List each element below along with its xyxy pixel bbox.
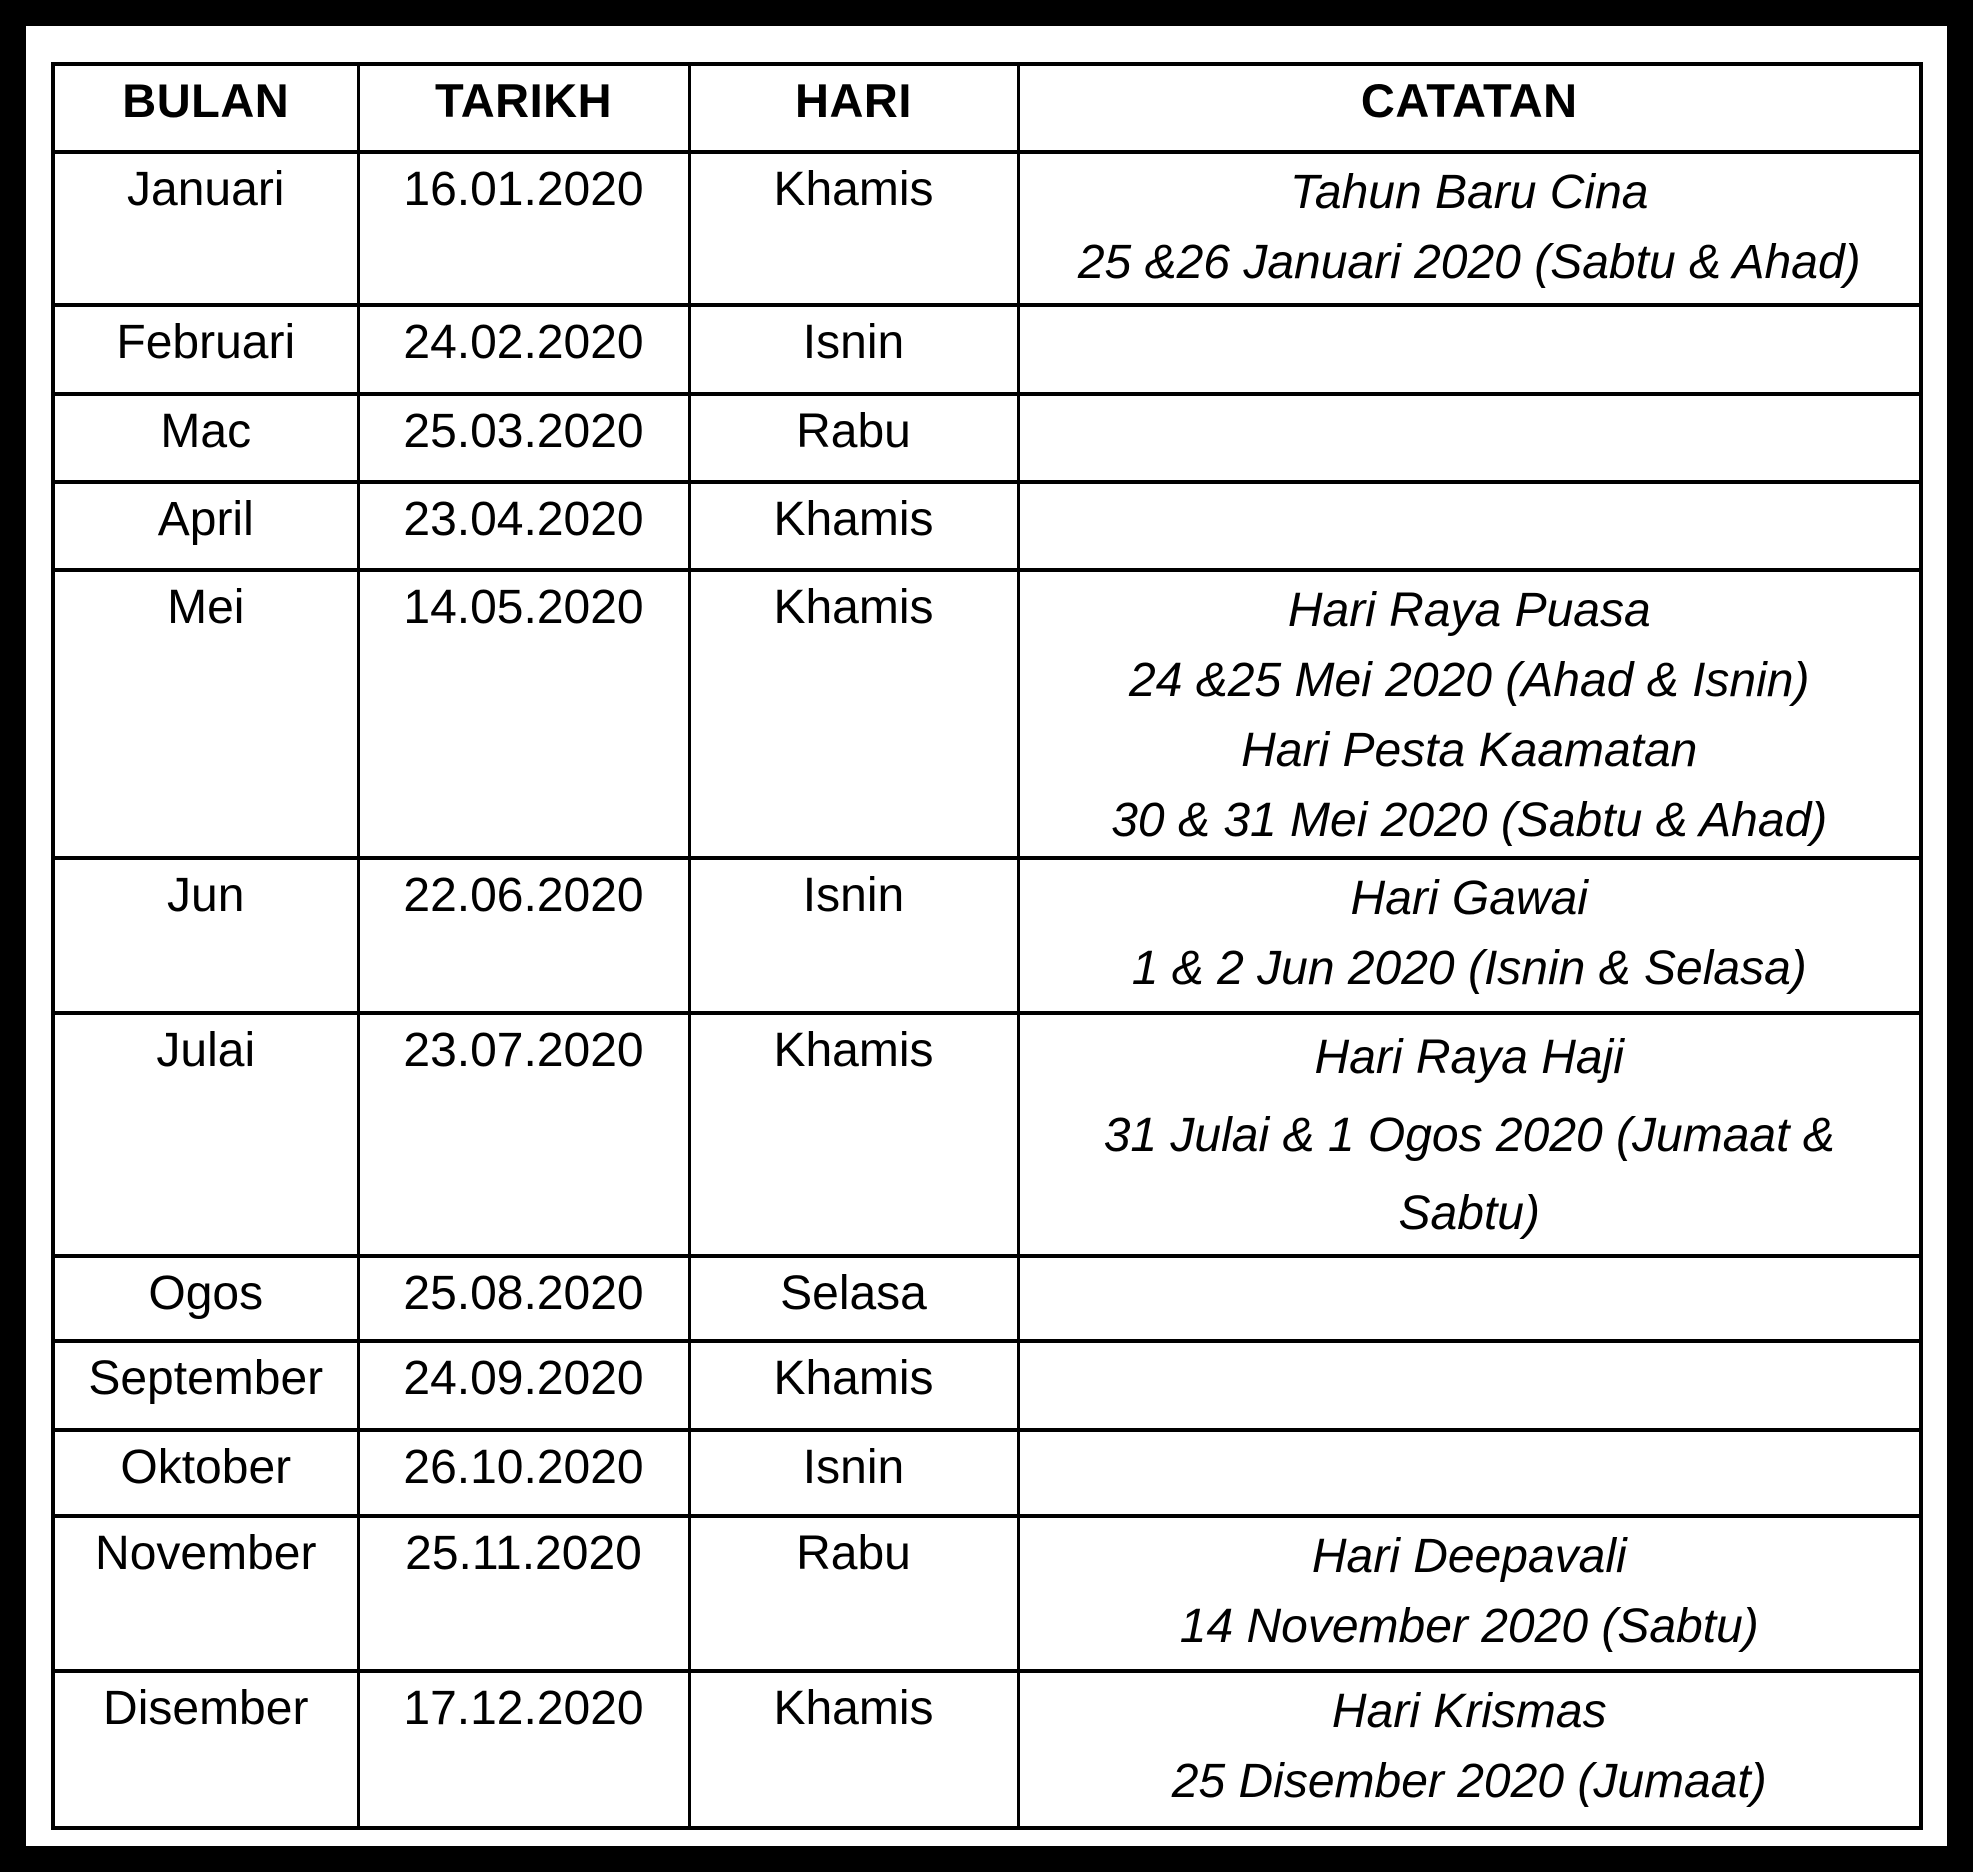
month-cell [53,1013,358,1256]
month-cell-text: November [95,1527,317,1580]
table-body [53,152,1921,1828]
date-cell-text: 23.04.2020 [403,493,644,546]
note-line: 14 November 2020 (Sabtu) [1179,1600,1759,1653]
table-row [53,570,1921,858]
day-cell [689,394,1018,482]
date-cell [358,570,689,858]
note-line: Sabtu) [1398,1187,1540,1240]
note-line: 1 & 2 Jun 2020 (Isnin & Selasa) [1131,942,1807,995]
date-cell [358,1256,689,1341]
day-cell [689,570,1018,858]
note-line: Hari Raya Haji [1314,1031,1624,1084]
day-cell [689,1256,1018,1341]
document-page [26,26,1947,1846]
day-cell [689,1516,1018,1671]
month-cell-text: Mei [167,581,245,634]
day-cell-text: Isnin [802,869,905,922]
day-cell [689,482,1018,570]
note-line: Hari Krismas [1331,1685,1607,1738]
date-cell-text: 25.11.2020 [405,1527,642,1580]
month-cell-text: Disember [103,1682,309,1735]
month-cell-text: Februari [116,316,296,369]
date-cell [358,1671,689,1828]
note-line: 24 &25 Mei 2020 (Ahad & Isnin) [1129,654,1810,707]
table-row [53,305,1921,394]
day-cell [689,858,1018,1013]
day-cell-text: Khamis [773,1682,934,1735]
day-cell-text: Isnin [802,316,905,369]
header-row [53,64,1921,152]
note-line: Hari Raya Puasa [1287,584,1651,637]
day-cell-text: Khamis [773,581,934,634]
note-line: Hari Gawai [1350,872,1588,925]
table-row [53,858,1921,1013]
note-line: Hari Pesta Kaamatan [1241,724,1698,777]
note-line: 25 Disember 2020 (Jumaat) [1171,1755,1767,1808]
table-row [53,1516,1921,1671]
table-row [53,1256,1921,1341]
date-cell-text: 26.10.2020 [403,1441,644,1494]
month-cell [53,1341,358,1430]
date-cell [358,1013,689,1256]
date-cell-text: 24.09.2020 [403,1352,644,1405]
header-catatan: CATATAN [1018,64,1921,152]
month-cell-text: Ogos [148,1267,264,1320]
date-cell-text: 16.01.2020 [403,163,644,216]
day-cell-text: Khamis [773,493,934,546]
day-cell [689,1013,1018,1256]
month-cell-text: Januari [127,163,285,216]
note-cell [1018,570,1921,858]
date-cell [358,858,689,1013]
month-cell [53,1256,358,1341]
date-cell [358,152,689,305]
day-cell-text: Rabu [796,405,911,458]
note-cell [1018,152,1921,305]
note-cell [1018,858,1921,1013]
table-row [53,1013,1921,1256]
holiday-table [51,62,1923,1830]
header-hari: HARI [689,64,1018,152]
note-cell [1018,394,1921,482]
date-cell-text: 25.08.2020 [403,1267,644,1320]
date-cell [358,305,689,394]
table-row [53,394,1921,482]
month-cell [53,1516,358,1671]
month-cell [53,152,358,305]
note-line: 25 &26 Januari 2020 (Sabtu & Ahad) [1077,236,1861,289]
table-row [53,1430,1921,1516]
date-cell-text: 14.05.2020 [403,581,644,634]
day-cell-text: Khamis [773,1352,934,1405]
table-row [53,152,1921,305]
day-cell [689,305,1018,394]
month-cell [53,570,358,858]
date-cell [358,1516,689,1671]
date-cell-text: 23.07.2020 [403,1024,644,1077]
date-cell-text: 24.02.2020 [403,316,644,369]
note-cell [1018,1341,1921,1430]
day-cell-text: Khamis [773,1024,934,1077]
table-header [53,64,1921,152]
table-row [53,482,1921,570]
month-cell [53,1671,358,1828]
date-cell [358,394,689,482]
note-cell [1018,1256,1921,1341]
day-cell [689,1430,1018,1516]
month-cell-text: Jun [167,869,245,922]
day-cell-text: Isnin [802,1441,905,1494]
table-row [53,1341,1921,1430]
day-cell [689,1341,1018,1430]
month-cell [53,394,358,482]
table-row [53,1671,1921,1828]
month-cell [53,858,358,1013]
note-cell [1018,305,1921,394]
day-cell-text: Khamis [773,163,934,216]
month-cell-text: September [88,1352,324,1405]
note-line: Hari Deepavali [1311,1530,1627,1583]
day-cell [689,1671,1018,1828]
note-line: Tahun Baru Cina [1290,166,1649,219]
month-cell [53,1430,358,1516]
month-cell-text: Mac [160,405,252,458]
month-cell [53,482,358,570]
date-cell [358,482,689,570]
note-line: 31 Julai & 1 Ogos 2020 (Jumaat & [1103,1109,1835,1162]
note-cell [1018,1430,1921,1516]
note-cell [1018,1013,1921,1256]
day-cell [689,152,1018,305]
date-cell-text: 17.12.2020 [403,1682,644,1735]
note-cell [1018,1671,1921,1828]
month-cell-text: April [157,493,254,546]
day-cell-text: Rabu [796,1527,911,1580]
month-cell-text: Oktober [120,1441,292,1494]
month-cell-text: Julai [156,1024,256,1077]
date-cell [358,1430,689,1516]
note-line: 30 & 31 Mei 2020 (Sabtu & Ahad) [1111,794,1828,847]
date-cell-text: 22.06.2020 [403,869,644,922]
day-cell-text: Selasa [780,1267,927,1320]
date-cell [358,1341,689,1430]
header-tarikh: TARIKH [358,64,689,152]
note-cell [1018,482,1921,570]
note-cell [1018,1516,1921,1671]
date-cell-text: 25.03.2020 [403,405,644,458]
month-cell [53,305,358,394]
header-bulan: BULAN [53,64,358,152]
